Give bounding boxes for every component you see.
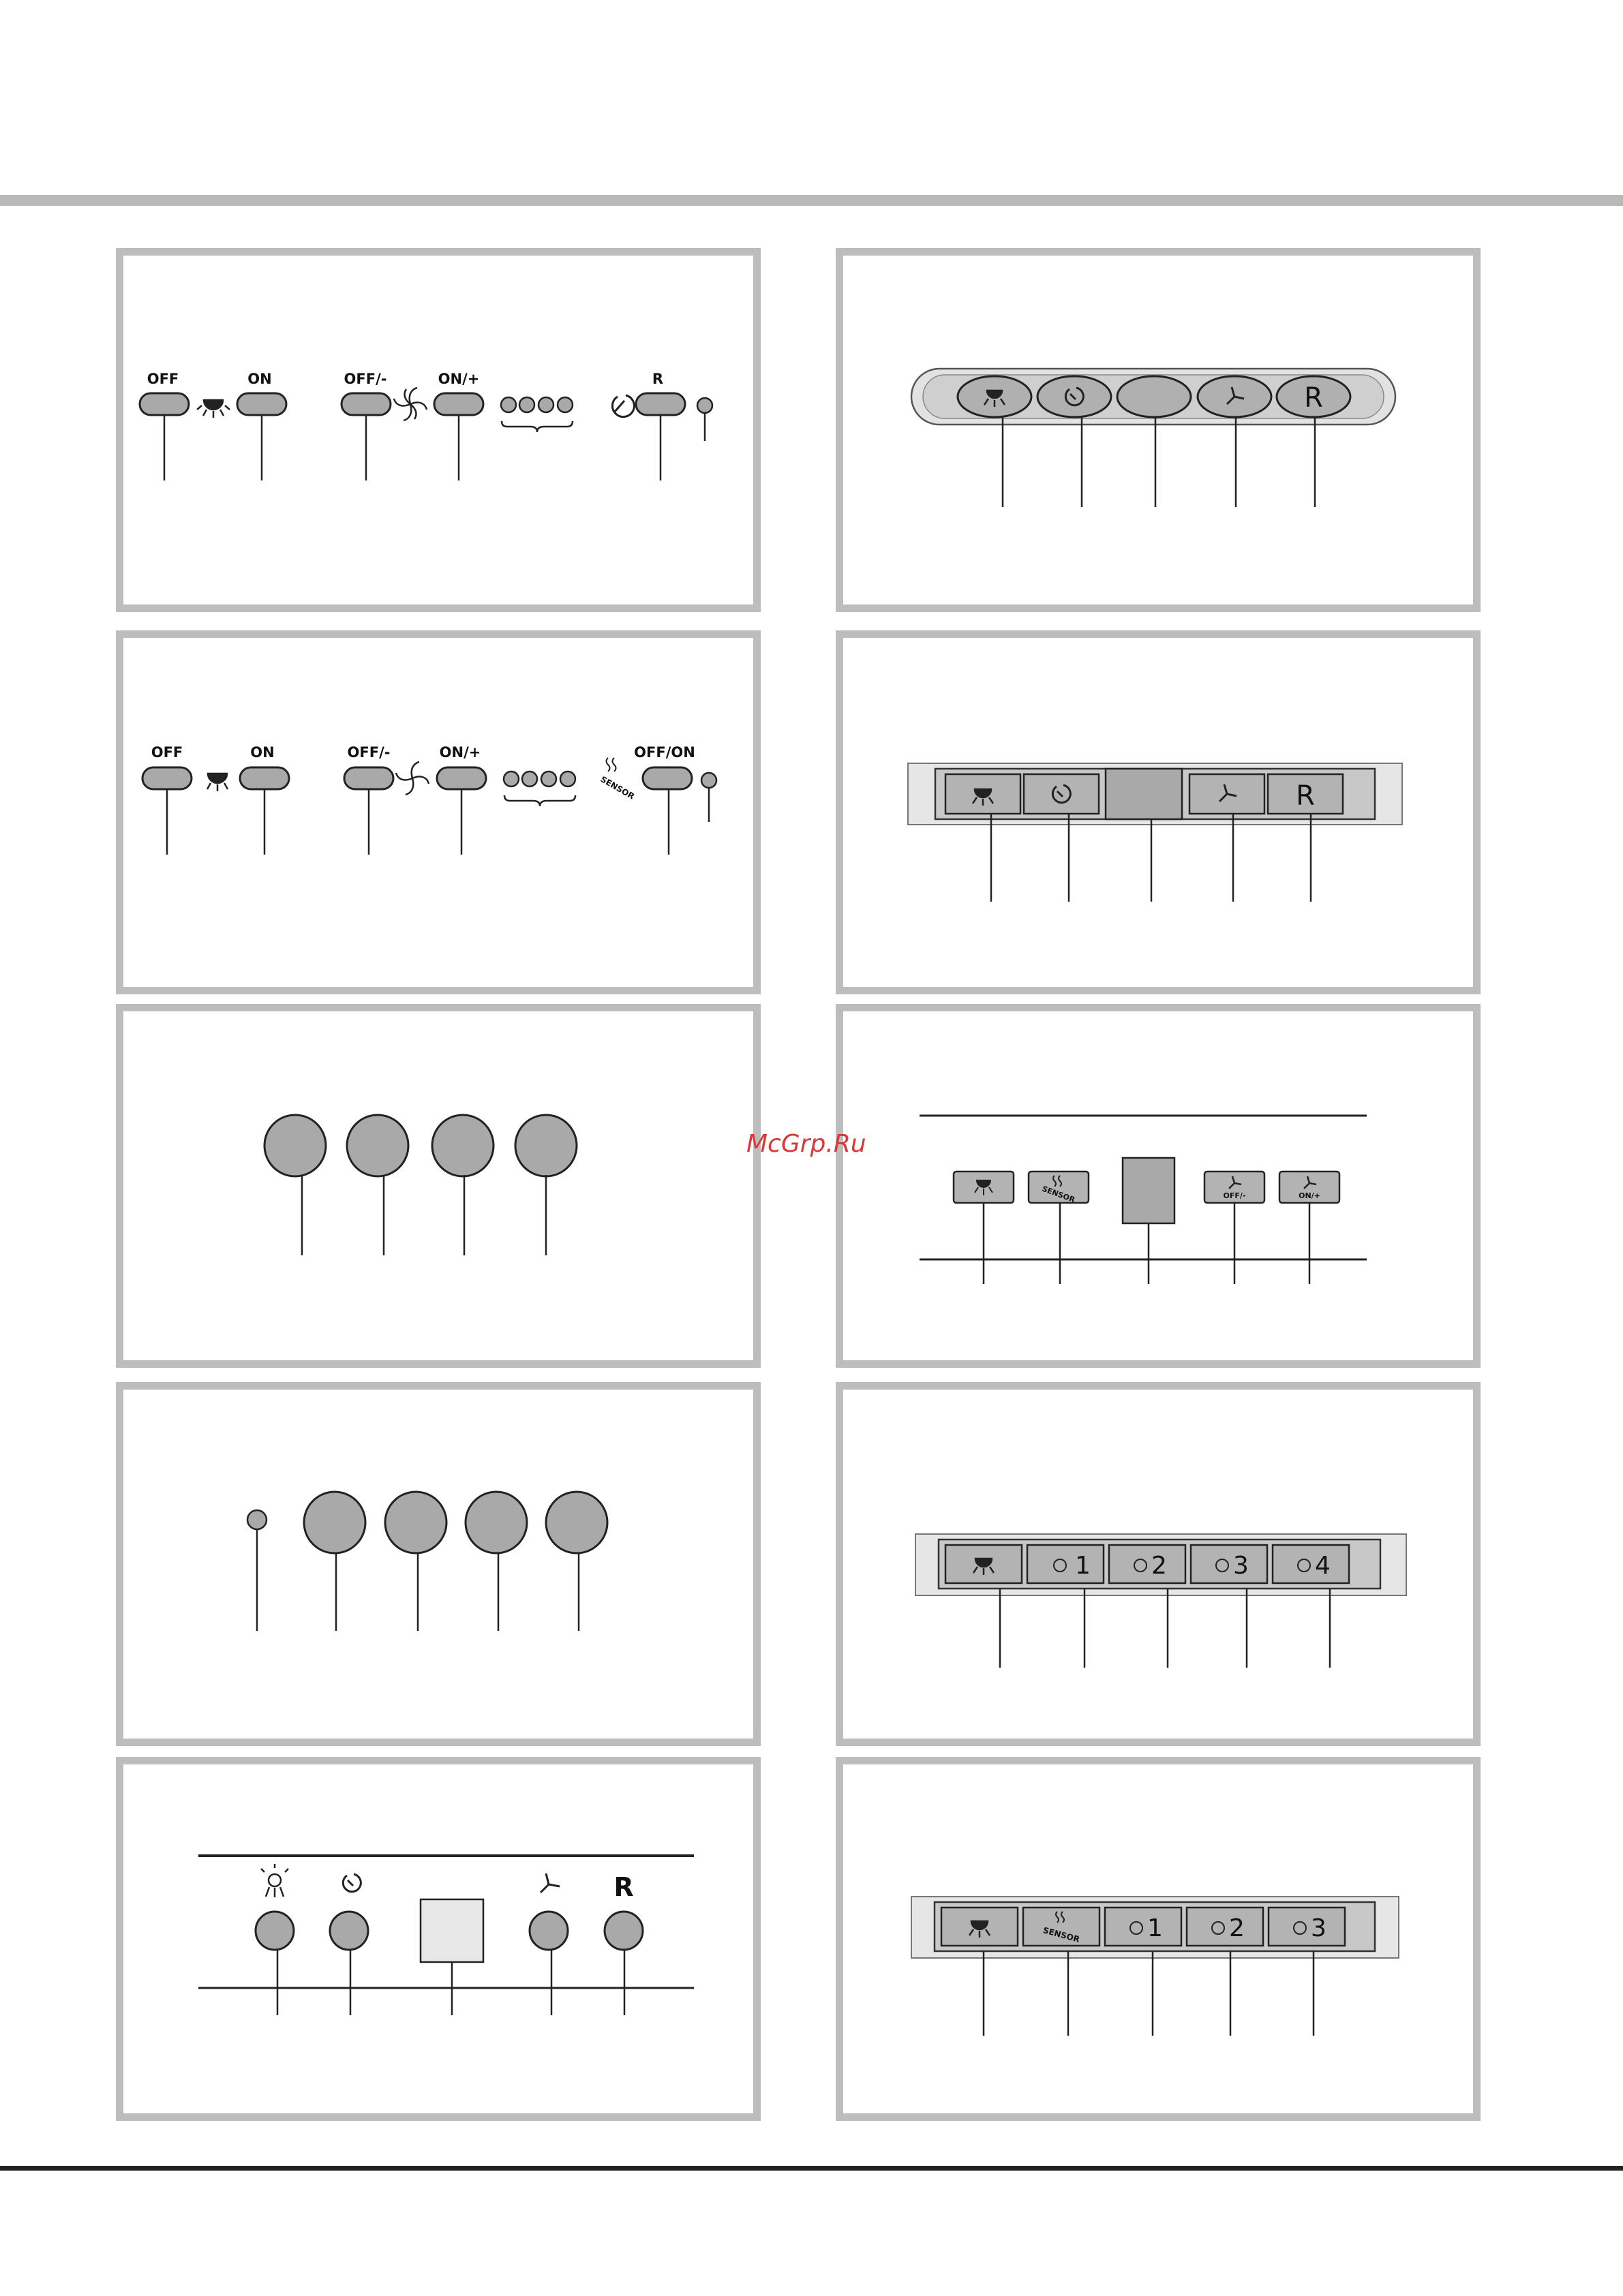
- display-window: [421, 1899, 483, 1962]
- display-button[interactable]: [1117, 376, 1191, 417]
- panel-10-diagram: [843, 1764, 1473, 2113]
- reset-label: R: [1296, 780, 1315, 812]
- sensor-icon: [607, 758, 616, 771]
- fan-button[interactable]: [530, 1912, 568, 1950]
- fan-icon: [541, 1873, 560, 1893]
- fan-on-plus-button[interactable]: [437, 767, 486, 789]
- round-button-2[interactable]: [385, 1492, 446, 1553]
- round-button-1[interactable]: [264, 1115, 326, 1176]
- speed-indicator-leds: [501, 397, 573, 412]
- panel-6-diagram: [843, 1011, 1473, 1360]
- panel-four-round-buttons: [116, 1004, 761, 1368]
- panel-flat-keypad-sensor: [836, 1004, 1481, 1368]
- speed-4-button[interactable]: [1273, 1545, 1349, 1583]
- speed-3-label: 3: [1233, 1552, 1249, 1580]
- sensor-led: [701, 773, 716, 788]
- panel-numbered-speed-keypad: [836, 1382, 1481, 1746]
- watermark: McGrp.Ru: [746, 1130, 866, 1158]
- panel-5-diagram: [123, 1011, 753, 1360]
- round-button-2[interactable]: [347, 1115, 408, 1176]
- light-on-button[interactable]: [240, 767, 289, 789]
- panel-rect-keypad: [836, 630, 1481, 994]
- speed-3-button[interactable]: [1191, 1545, 1267, 1583]
- light-on-button[interactable]: [237, 393, 286, 415]
- panel-oval-keypad: [836, 248, 1481, 612]
- top-rule: [0, 195, 1623, 206]
- leader-lines: [1003, 417, 1315, 507]
- light-icon: [197, 400, 230, 418]
- speed-1-button[interactable]: [1105, 1908, 1181, 1946]
- sensor-off-on-button[interactable]: [643, 767, 692, 789]
- fan-off-minus-button[interactable]: [344, 767, 393, 789]
- label-off: OFF: [151, 744, 183, 761]
- light-button[interactable]: [256, 1912, 294, 1950]
- leader-lines: [302, 1175, 546, 1255]
- light-off-button[interactable]: [142, 767, 192, 789]
- speed-2-button[interactable]: [1187, 1908, 1263, 1946]
- timer-button[interactable]: [330, 1912, 368, 1950]
- label-r: R: [652, 371, 664, 387]
- sensor-label: SENSOR: [1040, 1184, 1076, 1205]
- speed-1-label: 1: [1075, 1552, 1091, 1580]
- label-on-plus: ON/+: [1299, 1191, 1320, 1200]
- reset-button[interactable]: [605, 1912, 643, 1950]
- round-button-3[interactable]: [466, 1492, 527, 1553]
- panel-1-diagram: [123, 256, 753, 604]
- label-on-plus: ON/+: [438, 371, 480, 387]
- timer-icon: [612, 395, 634, 417]
- panel-8-diagram: [843, 1390, 1473, 1739]
- fan-off-minus-button[interactable]: [342, 393, 391, 415]
- leader-lines: [991, 814, 1311, 902]
- round-button-1[interactable]: [304, 1492, 365, 1553]
- round-button-3[interactable]: [432, 1115, 494, 1176]
- reset-label: R: [613, 1872, 634, 1902]
- speed-1-label: 1: [1147, 1914, 1163, 1942]
- leader-lines: [984, 1951, 1314, 2036]
- label-on: ON: [250, 744, 275, 761]
- label-on: ON: [247, 371, 272, 387]
- speed-3-label: 3: [1311, 1914, 1326, 1942]
- speed-4-label: 4: [1315, 1552, 1331, 1580]
- speed-2-label: 2: [1229, 1914, 1245, 1942]
- bottom-rule: [0, 2166, 1623, 2171]
- panel-9-diagram: [123, 1764, 753, 2113]
- leader-lines: [1000, 1589, 1330, 1668]
- light-icon: [207, 774, 228, 791]
- label-off-on: OFF/ON: [634, 744, 695, 761]
- reset-label: R: [1304, 382, 1323, 414]
- panel-control-oval-buttons-sensor: [116, 630, 761, 994]
- led-bracket: [502, 421, 573, 432]
- label-off-minus: OFF/-: [344, 371, 387, 387]
- panel-3-diagram: [123, 638, 753, 987]
- label-off-minus: OFF/-: [1223, 1191, 1246, 1200]
- panel-led-four-round-buttons: [116, 1382, 761, 1746]
- light-off-button[interactable]: [140, 393, 189, 415]
- sensor-label: SENSOR: [598, 774, 637, 801]
- label-off-minus: OFF/-: [347, 744, 391, 761]
- panel-icon-round-buttons: [116, 1757, 761, 2121]
- timer-icon: [343, 1874, 361, 1892]
- fan-icon: [396, 762, 429, 795]
- indicator-led: [697, 398, 712, 413]
- leader-lines: [164, 413, 705, 480]
- display-window: [1106, 769, 1182, 819]
- label-on-plus: ON/+: [439, 744, 481, 761]
- speed-2-button[interactable]: [1109, 1545, 1185, 1583]
- speed-indicator-leds: [504, 771, 575, 786]
- panel-2-diagram: [843, 256, 1473, 604]
- round-button-4[interactable]: [515, 1115, 577, 1176]
- reset-button[interactable]: [636, 393, 685, 415]
- fan-on-plus-button[interactable]: [434, 393, 483, 415]
- light-icon: [261, 1864, 288, 1897]
- speed-2-label: 2: [1151, 1552, 1167, 1580]
- sensor-label: SENSOR: [1042, 1925, 1081, 1944]
- panel-control-oval-buttons: [116, 248, 761, 612]
- led-bracket: [504, 795, 575, 806]
- display-window: [1123, 1158, 1174, 1223]
- panel-7-diagram: [123, 1390, 753, 1739]
- panel-sensor-numbered-keypad: [836, 1757, 1481, 2121]
- speed-3-button[interactable]: [1269, 1908, 1345, 1946]
- fan-icon: [394, 388, 427, 420]
- label-off: OFF: [147, 371, 179, 387]
- panel-4-diagram: [843, 638, 1473, 987]
- round-button-4[interactable]: [546, 1492, 607, 1553]
- indicator-led: [247, 1510, 267, 1529]
